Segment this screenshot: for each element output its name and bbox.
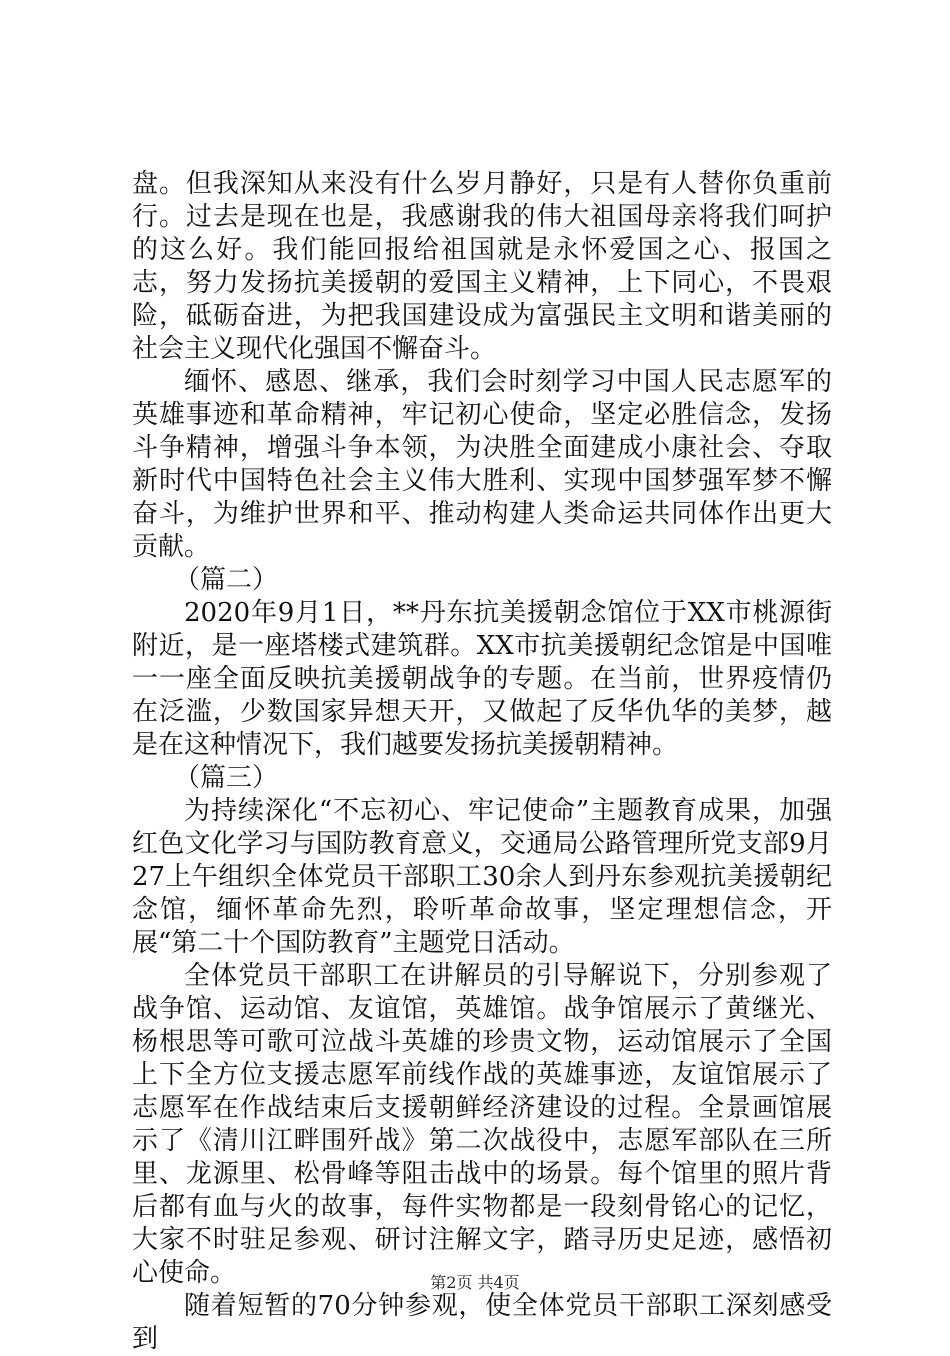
body-paragraph: 为持续深化“不忘初心、牢记使命”主题教育成果，加强红色文化学习与国防教育意义，交通局公路管理所党支部9月27上午组织全体党员干部职工30余人到丹东参观抗美援朝纪念馆，缅怀革命先烈，聆听革命故事，坚定理想信念，开展“第二十个国防教育”主题党日活动。 (132, 796, 832, 958)
body-paragraph: 盘。但我深知从来没有什么岁月静好，只是有人替你负重前行。过去是现在也是，我感谢我的伟大祖国母亲将我们呵护的这么好。我们能回报给祖国就是永怀爱国之心、报国之志，努力发扬抗美援朝的爱国主义精神，上下同心，不畏艰险，砥砺奋进，为把我国建设成为富强民主文明和谐美丽的社会主义现代化强国不懈奋斗。 (132, 169, 832, 364)
page-footer: 第2页 共4页 (430, 1273, 520, 1292)
document-body (132, 168, 832, 1356)
body-paragraph: 2020年9月1日，**丹东抗美援朝念馆位于XX市桃源街附近，是一座塔楼式建筑群。XX市抗美援朝纪念馆是中国唯一一座全面反映抗美援朝战争的专题。在当前，世界疫情仍在泛滥，少数国家异想天开，又做起了反华仇华的美梦，越是在这种情况下，我们越要发扬抗美援朝精神。 (132, 598, 832, 760)
body-paragraph: 随着短暂的70分钟参观，使全体党员干部职工深刻感受到 (132, 1291, 832, 1354)
section-heading: （篇三） (174, 763, 279, 793)
body-paragraph: 全体党员干部职工在讲解员的引导解说下，分别参观了战争馆、运动馆、友谊馆，英雄馆。战争馆展示了黄继光、杨根思等可歌可泣战斗英雄的珍贵文物，运动馆展示了全国上下全方位支援志愿军前线作战的英雄事迹，友谊馆展示了志愿军在作战结束后支援朝鲜经济建设的过程。全景画馆展示了《清川江畔围歼战》第二次战役中，志愿军部队在三所里、龙源里、松骨峰等阻击战中的场景。每个馆里的照片背后都有血与火的故事，每件实物都是一段刻骨铭心的记忆，大家不时驻足参观、研讨注解文字，踏寻历史足迹，感悟初心使命。 (132, 961, 832, 1288)
section-heading: （篇二） (174, 565, 279, 595)
body-paragraph: 缅怀、感恩、继承，我们会时刻学习中国人民志愿军的英雄事迹和革命精神，牢记初心使命，坚定必胜信念，发扬斗争精神，增强斗争本领，为决胜全面建成小康社会、夺取新时代中国特色社会主义伟大胜利、实现中国梦强军梦不懈奋斗，为维护世界和平、推动构建人类命运共同体作出更大贡献。 (132, 367, 832, 562)
